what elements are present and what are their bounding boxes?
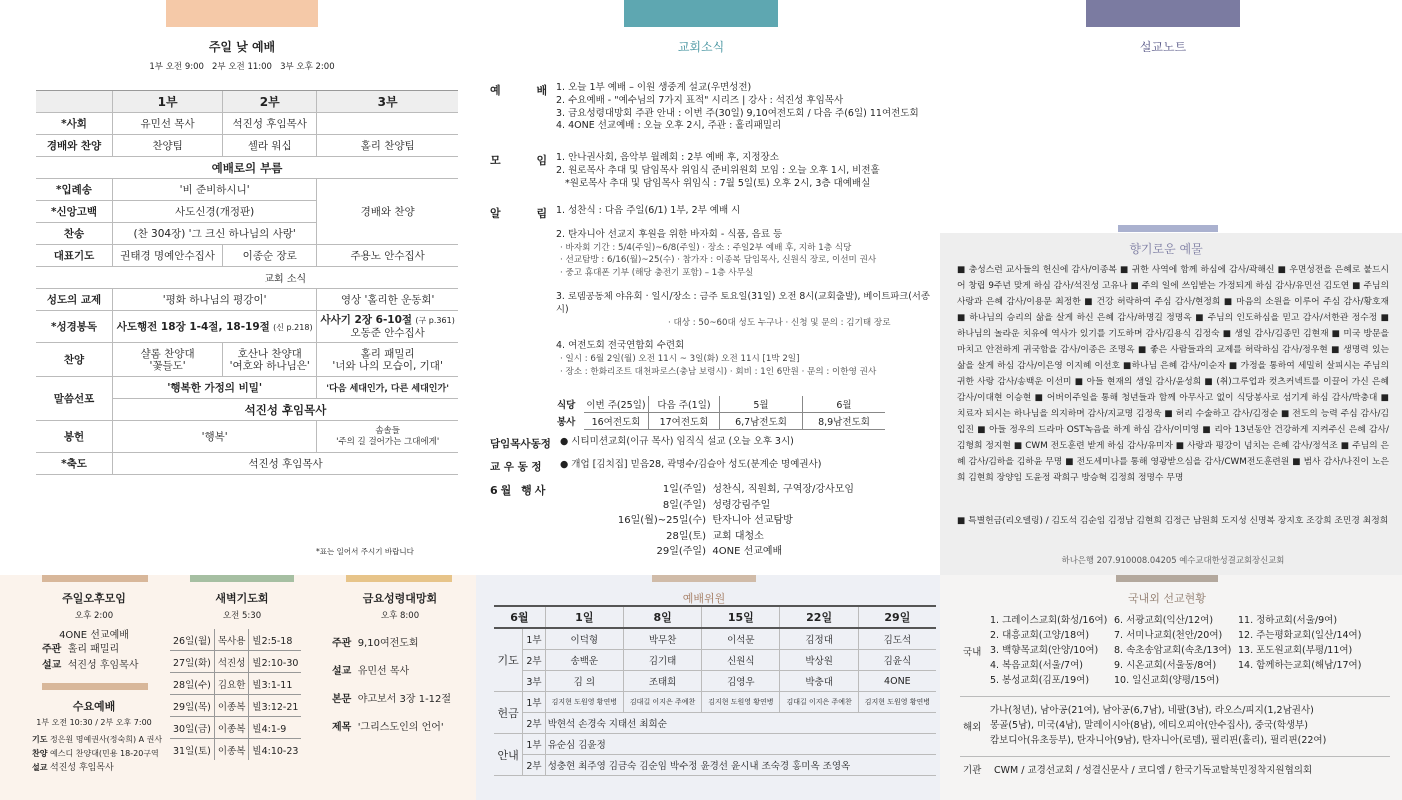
friday-time: 오후 8:00	[380, 611, 420, 621]
news-worship-items: 1. 오늘 1부 예배 – 이원 생중계 설교(우면성전) 2. 수요예배 - "예수님의 7가지 표적" 시리즈 | 강사 : 석진성 후임목사 3. 금요성령대망회 주관 안내 : 이번 주(30일) 9,10여전도회 / 다음 주(6일) 11여전도회 4. 4ONE 선교예배 : 오늘 오후 2시, 주관 : 홀리패밀리	[556, 82, 919, 132]
dom-col3: 11. 정하교회(서울/9여) 12. 주는평화교회(일산/14여) 13. 포도원교회(부평/11여) 14. 함께하는교회(해남/17여)	[1238, 615, 1362, 671]
dawn-time: 오전 5:30	[222, 611, 262, 621]
worship-table: 1부 2부 3부 *사회 유민선 목사 석진성 후임목사 경배와 찬양 찬양팀 셀라 워십 홀리 찬양팀 예배로의 부름 *입례송 '비 준비하시니' 경배와 찬양 *신앙고백 사도신경(개정판) 찬송 (찬 304장) '그 크신 하나님의 사랑' 대표기도 권태경 명예안수집사 이종순 장로 주용노 안수집사 교회 소식 성도의 교제 '평화 하나님의 평강이' 영상 '홀리한 운동회' *성경봉독 사도행전 18장 1-4절, 18-19절 (신 p.218) 사사기 2장 6-10절 (구 p.361) 오동준 안수집사 찬양 샬롬 찬양대 '꽃들도' 호산나 찬양대 '여호와 하나님은' 홀리 패밀리 '너와 나의 모습이, 기대' 말씀선포 '행복한 가정의 비밀' '다음 세대인가, 다른 세대인가' 석진성 후임목사 봉헌 '행복' 솜솔들 '주의 길 걸어가는 그대에게' *축도 석진성 후임목사	[36, 90, 458, 475]
missions-title: 국내외 선교현황	[1128, 592, 1206, 605]
meal-table: 식당 이번 주(25일) 다음 주(1일) 5월 6월 봉사 16여전도회 17여전도회 6,7남전도회 8,9남전도회	[556, 396, 885, 430]
pastor-label: 담임목사동정	[490, 438, 551, 450]
news-meeting-label: 모 임	[490, 154, 564, 167]
worship-title: 주일 낮 예배	[208, 40, 276, 54]
dom-col2: 6. 서광교회(익산/12여) 7. 서미나교회(천안/20여) 8. 속초송암교회(속초/13여) 9. 시온교회(서울동/8여) 10. 일신교회(양평/15여)	[1114, 615, 1232, 686]
friday-title: 금요성령대망회	[362, 592, 438, 605]
gratitude-title: 향기로운 예물	[1129, 242, 1203, 256]
news-worship-label: 예 배	[490, 84, 564, 97]
duty-bar	[652, 575, 756, 582]
pm-name: 4ONE 선교예배	[59, 630, 129, 641]
news-tab	[624, 0, 778, 27]
abroad-label: 해외	[963, 722, 982, 733]
special-offering: ■ 특별헌금(리오델링) / 김도석 김순임 김정남 김현희 김정근 남원희 도지성 신명복 장지호 조강희 조민경 최정희	[957, 516, 1389, 526]
member-text: ● 개업 [김치집] 믿음28, 곽명수/김슬아 성도(분계순 명예권사)	[560, 459, 822, 470]
abroad-list: 가나(청년), 남아공(21여), 남아공(6,7남), 네팔(3남), 라오스/피지(1,2남권사) 몽골(5남), 미국(4남), 말레이시아(8남), 에티오피아(안수집사), 중국(학생부) 캄보디아(유초등부), 탄자니아(9남), 탄자니아(로뎀), 필리핀(홀리), 필리핀(22여)	[990, 705, 1327, 746]
dawn-title: 새벽기도회	[215, 592, 269, 605]
standing-note: *표는 일어서 주시기 바랍니다	[316, 547, 414, 556]
praise-label: 경배와 찬양	[36, 135, 113, 157]
bank-account: 하나은행 207.910008.04205 예수교대한성결교회장신교회	[1061, 555, 1285, 565]
header-3: 3부	[317, 91, 458, 113]
member-label: 교 우 동 정	[490, 461, 542, 473]
wed-title: 수요예배	[72, 700, 116, 713]
dawn-table: 26일(월) 목사용 빌2:5-18 27일(화) 석진성 빌2:10-30 28일(수) 김요한 빌3:1-11 29일(목) 이종복 빌3:12-21 30일(금) 이종복 빌4:1-9 31일(토) 이종복 빌4:10-23	[170, 629, 301, 760]
news-meeting-items: 1. 안나권사회, 음악부 월례회 : 2부 예배 후, 지정장소 2. 원로목사 추대 및 담임목사 위임식 준비위원회 모임 : 오늘 오후 1시, 비전홀 *원로목사 추대 및 담임목사 위임식 : 7월 5일(토) 오후 2시, 3층 대예배실	[556, 152, 880, 189]
sermon-tab	[1086, 0, 1240, 27]
dom-col1: 1. 그레이스교회(화성/16여) 2. 대흥교회(고양/18여) 3. 백향목교회(안양/10여) 4. 복음교회(서울/7여) 5. 봉성교회(김포/19여)	[990, 615, 1108, 686]
call-title: 예배로의 부름	[36, 157, 458, 179]
worship-times: 1부 오전 9:00 2부 오전 11:00 3부 오후 2:00	[149, 62, 335, 72]
dawn-bar	[190, 575, 294, 582]
friday-info: 주관 9,10여전도회 설교 유민선 목사 본문 야고보서 3장 1-12절 제목 '그리스도인의 언어'	[332, 638, 452, 733]
gratitude-text: ■ 충성스런 교사들의 헌신에 감사/이종복 ■ 귀한 사역에 함께 하심에 감사/곽해신 ■ 우면성전을 은혜로 붙드시어 창립 9주년 맞게 하심 감사/석진성 고유나 ■ 주의 일에 쓰임받는 가정되게 하심 감사/유민선 김도연 ■ 주님의 사랑과 은혜 감사/이용문 최정한 ■ 건강 허락하여 주심 감사/현정희 ■ 마음의 소원을 이루어 주심 감사/황호재 ■ 하나님의 승리의 삶을 살게 하신 은혜 감사/하명길 정명옥 ■ 주님의 인도하심을 믿고 감사/서한관 정수정 ■ 하나님의 놀라운 치유에 역사가 있기를 기도하며 감사/김용식 김정숙 ■ 생일 감사/김종민 김현재 ■ 미국 방문을 마치고 안전하게 귀국함을 감사/이종은 조명옥 ■ 좋은 사람들과의 교제를 허락하심 감사/정우현 ■ 생명력 있는 삶을 살게 하심 감사/이은영 이지혜 이선호 ■하나님 은혜 감사/이순자 ■ 가정을 통하여 세밀히 살피시는 주님의 귀한 사랑 감사/송백운 이선미 ■ 아들 현재의 생일 감사/윤성희 ■ (취)그루업과 컷츠커넥트를 이끌어 가신 은혜 감사/이대현 이승현 ■ 어버이주일을 통해 청년들과 함께 아무사고 없이 식당봉사로 섬기게 하심 감사/박충대 ■ 치료자 되시는 하나님을 의지하며 감사/지교명 김정욱 ■ 허리 수술하고 감사/김정순 ■ 전도의 능력 주심 감사/김입진 ■ 아들 정우의 드라마 OST녹음을 하게 하심 감사/이미영 ■ 리아 13년동안 건강하게 지켜주신 은혜 감사/김형희 정지현 ■ CWM 전도훈련 받게 하심 감사/유미자 ■ 사랑과 평강이 넘치는 은혜 감사/정석조 ■ 주님의 은혜 감사/김하을 김하윤 무명 ■ 전도세미나를 통해 영광받으심을 감사/CWM전도훈련원 ■ 범사 감사/나진이 노은희 김현희 장양임 도윤정 곽희구 방승혁 김정희 정명수 무명	[957, 265, 1389, 483]
header-2: 2부	[223, 91, 317, 113]
wed-bar	[42, 683, 148, 690]
header-1: 1부	[113, 91, 223, 113]
pm-time: 오후 2:00	[74, 611, 114, 621]
sermon-note-title: 설교노트	[1139, 40, 1187, 54]
duty-table: 6월 1일 8일 15일 22일 29일 기도 1부 이덕형 박무찬 이석문 김정대 김도석 2부 송백운 김기태 신원식 박상원 김윤식 3부 김 의 조태희 김영우 박충대 4ONE 헌금 1부 김지현 도원영 황연병 김대길 이지은 주예찬 김지현 도원영 황연병 김대길 이지은 주예찬 김지현 도원영 황연병 2부 박현석 손경숙 지태선 최희순 안내 1부 유순심 김윤정 2부 성충현 최주영 김금숙 김순임 박수정 윤경선 윤시내 조숙경 홍미옥 조영옥	[494, 605, 936, 776]
host-label: *사회	[36, 113, 113, 135]
org-list: CWM / 교경선교회 / 성결신문사 / 코디엠 / 한국기독교탈북민정착지원협의회	[994, 765, 1313, 776]
june-label: 6월 행사	[490, 484, 549, 497]
news-notice-items: 1. 성찬식 : 다음 주일(6/1) 1부, 2부 예배 시 2. 탄자니아 선교지 후원을 위한 바자회 - 식품, 음료 등 · 바자회 기간 : 5/4(주일)~6/8(주일) · 장소 : 주일2부 예배 후, 지하 1층 식당 · 선교탐방 : 6/16(월)~25(수) · 참가자 : 이종복 담임목사, 신원식 장로, 이선미 권사 · 중고 휴대폰 기부 (해당 충전기 포함) – 1층 사무실 3. 로뎀공동체 야유회 · 일시/장소 : 금주 토요일(31일) 오전 8시(교회출발), 베이트파크(서종시) · 대상 : 50~60대 성도 누구나 · 신청 및 문의 : 김기태 장로 4. 여전도회 전국연합회 수련회 · 일시 : 6월 2일(월) 오전 11시 ~ 3일(화) 오전 11시 [1박 2일] · 장소 : 한화리조트 대천파로스(충남 보령시) · 회비 : 1인 6만원 · 문의 : 이한영 권사	[556, 205, 930, 377]
friday-bar	[346, 575, 452, 582]
gratitude-bar	[1118, 225, 1218, 232]
dom-label: 국내	[963, 647, 982, 658]
news-notice-label: 알 림	[490, 207, 564, 220]
missions-bar	[1116, 575, 1218, 582]
pastor-text: ● 시티미션교회(이규 목사) 임직식 설교 (오늘 오후 3시)	[560, 436, 794, 447]
pm-title: 주일오후모임	[62, 592, 126, 605]
wed-time: 1부 오전 10:30 / 2부 오후 7:00	[36, 718, 152, 727]
pm-bar	[42, 575, 148, 582]
news-title: 교회소식	[677, 40, 725, 54]
org-label: 기관	[963, 765, 982, 776]
side3: 경배와 찬양	[317, 179, 458, 245]
duty-title: 예배위원	[682, 592, 726, 605]
june-events: 1일(주일) 성찬식, 직원회, 구역장/강사모임 8일(주일) 성령강림주일 16일(월)~25일(수) 탄자니아 선교탐방 28일(토) 교회 대청소 29일(주일) 4ONE 선교예배	[617, 484, 855, 557]
church-news-row: 교회 소식	[113, 267, 459, 289]
worship-tab	[166, 0, 318, 27]
